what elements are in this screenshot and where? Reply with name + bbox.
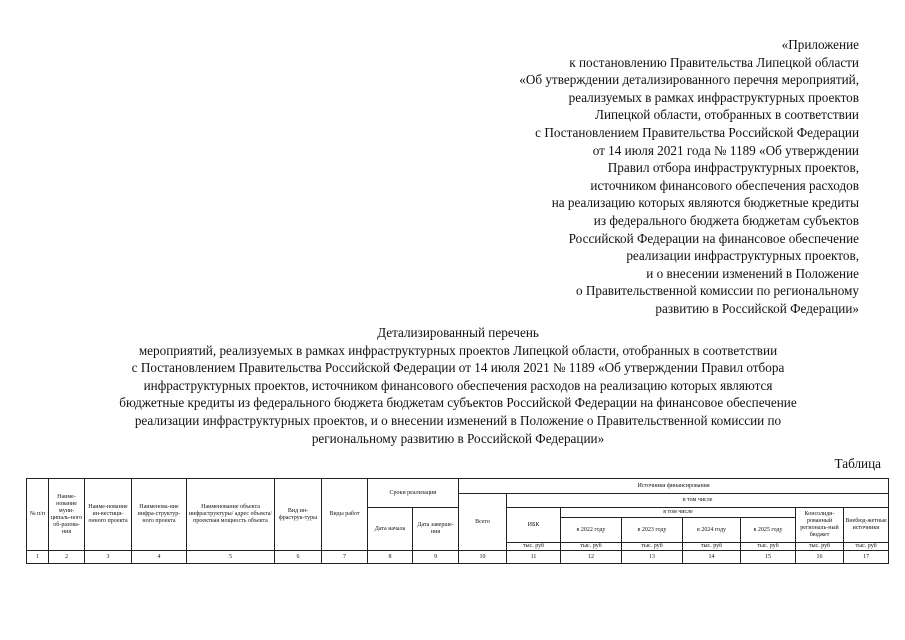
unit-cell: тыс. руб: [741, 543, 796, 551]
column-number: 6: [275, 551, 322, 564]
column-number: 16: [796, 551, 844, 564]
appendix-line: «Приложение: [781, 37, 859, 52]
appendix-line: из федерального бюджета бюджетам субъектов: [593, 212, 859, 228]
column-number: 7: [322, 551, 368, 564]
column-number: 3: [85, 551, 132, 564]
header-cell: в 2025 году: [741, 518, 796, 543]
column-number: 15: [741, 551, 796, 564]
header-cell: в 2024 году: [683, 518, 741, 543]
table-label: Таблица: [834, 456, 881, 471]
header-cell: Наименова-ние инфра-структур-ного проекта: [132, 479, 187, 551]
appendix-line: и о внесении изменений в Положение: [646, 265, 859, 281]
appendix-line: реализации инфраструктурных проектов,: [626, 248, 859, 264]
header-cell: Наиме-нование муни-ципаль-ного об-разова-ния: [49, 479, 85, 551]
column-number: 9: [413, 551, 459, 564]
unit-cell: тыс. руб: [561, 543, 622, 551]
column-number: 1: [27, 551, 49, 564]
appendix-line: с Постановлением Правительства Российской Федерации: [535, 124, 859, 140]
column-number: 2: [49, 551, 85, 564]
header-cell: Сроки реализации: [368, 479, 459, 508]
title-line: инфраструктурных проектов, источником финансового обеспечения расходов на реализацию которых являются: [143, 377, 773, 393]
appendix-line: к постановлению Правительства Липецкой области: [569, 54, 859, 70]
column-number: 8: [368, 551, 413, 564]
appendix-line: источником финансового обеспечения расходов: [590, 177, 859, 193]
appendix-line: о Правительственной комиссии по региональному: [575, 283, 859, 299]
unit-cell: тыс. руб: [622, 543, 683, 551]
title-line: региональному развитию в Российской Федерации»: [311, 430, 605, 446]
header-cell: Вид ин-фраструк-туры: [275, 479, 322, 551]
column-number: 14: [683, 551, 741, 564]
header-cell: Виды работ: [322, 479, 368, 551]
header-cell: Внебюд-жетные источники: [844, 508, 889, 543]
appendix-line: реализуемых в рамках инфраструктурных проектов: [568, 89, 859, 105]
header-cell: Всего: [459, 494, 507, 551]
appendix-line: от 14 июля 2021 года № 1189 «Об утверждении: [592, 142, 859, 158]
appendix-line: Правил отбора инфраструктурных проектов,: [607, 160, 859, 176]
appendix-line: развитию в Российской Федерации»: [655, 300, 859, 316]
title-line: Детализированный перечень: [377, 325, 539, 340]
title-line: бюджетные кредиты из федерального бюджета бюджетам субъектов Российской Федерации на финансовое обеспечение: [119, 395, 797, 411]
header-cell: ИБК: [507, 508, 561, 543]
unit-cell: тыс. руб: [683, 543, 741, 551]
title-line: реализации инфраструктурных проектов, и о внесении изменений в Положение о Правительственной комиссии по: [134, 412, 782, 428]
unit-cell: тыс. руб: [796, 543, 844, 551]
header-cell: в 2023 году: [622, 518, 683, 543]
unit-cell: тыс. руб: [507, 543, 561, 551]
title-line: мероприятий, реализуемых в рамках инфраструктурных проектов Липецкой области, отобранных в соответствии: [138, 342, 778, 358]
unit-cell: тыс. руб: [844, 543, 889, 551]
projects-table: [26, 478, 889, 564]
header-cell: Дата начала: [368, 508, 413, 551]
document-title: [58, 324, 858, 447]
header-cell: Дата заверше-ния: [413, 508, 459, 551]
header-cell: в том числе: [507, 494, 889, 508]
appendix-line: Липецкой области, отобранных в соответствии: [595, 107, 859, 123]
title-line: с Постановлением Правительства Российской Федерации от 14 июля 2021 № 1189 «Об утверждении Правил отбора: [131, 360, 785, 376]
column-number: 5: [187, 551, 275, 564]
header-cell: в том числе: [561, 508, 796, 518]
header-cell: Наименование объекта инфраструктуры/ адрес объекта/ проектная мощность объекта: [187, 479, 275, 551]
column-number: 13: [622, 551, 683, 564]
column-number: 4: [132, 551, 187, 564]
appendix-block: [419, 36, 859, 318]
header-cell: Наиме-нование ин-вестици-онного проекта: [85, 479, 132, 551]
column-number: 17: [844, 551, 889, 564]
header-cell: Источники финансирования: [459, 479, 889, 494]
header-cell: Консолиди-рованный региональ-ный бюджет: [796, 508, 844, 543]
header-cell: № п/п: [27, 479, 49, 551]
appendix-line: «Об утверждении детализированного перечня мероприятий,: [519, 72, 859, 88]
column-number: 11: [507, 551, 561, 564]
column-number: 12: [561, 551, 622, 564]
column-number: 10: [459, 551, 507, 564]
appendix-line: на реализацию которых являются бюджетные кредиты: [551, 195, 859, 211]
header-cell: в 2022 году: [561, 518, 622, 543]
appendix-line: Российской Федерации на финансовое обеспечение: [568, 230, 859, 246]
